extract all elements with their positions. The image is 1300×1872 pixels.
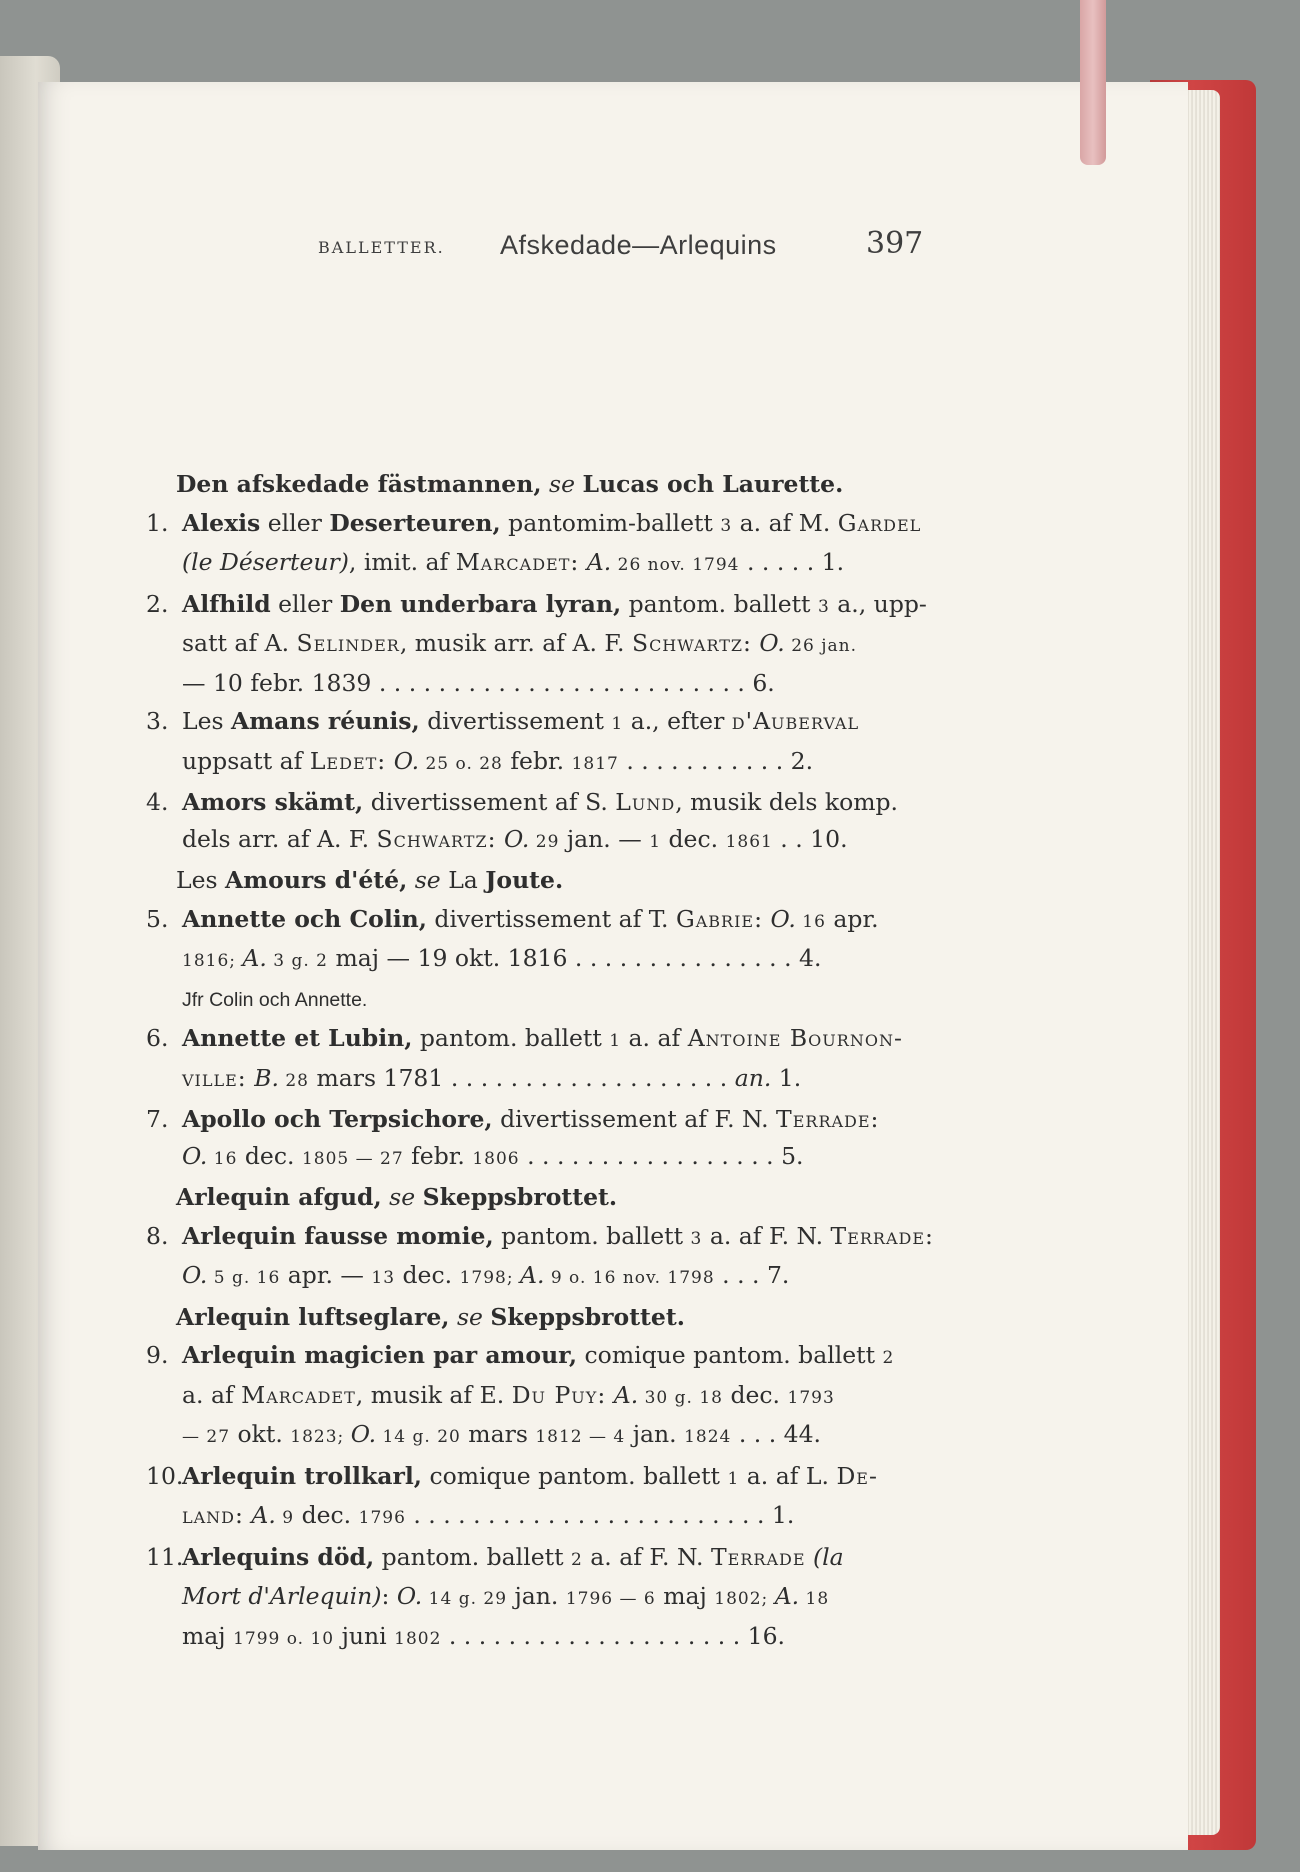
bookmark-ribbon[interactable] bbox=[1080, 0, 1106, 165]
entry-number: 6. bbox=[146, 1024, 169, 1052]
entry-number: 10. bbox=[146, 1461, 184, 1490]
entry-number: 9. bbox=[146, 1341, 169, 1369]
cross-reference-note: Jfr Colin och Annette. bbox=[182, 988, 368, 1011]
page-content bbox=[146, 466, 950, 1659]
entry-item: 4. Amors skämt, divertissement af S. Lund, musik dels komp. dels arr. af A. F. Schwartz: O. 29 jan. — 1 dec. 1861 . . 10. bbox=[160, 784, 950, 860]
page-number: 397 bbox=[866, 226, 924, 261]
running-header bbox=[0, 226, 1300, 266]
entry-number: 7. bbox=[146, 1105, 169, 1133]
entry-item: 5. Annette och Colin, divertissement af T. Gabrie: O. 16 apr. 1816; A. 3 g. 2 maj — 19 okt. 1816 . . . . . . . . . . . . . . . 4. bbox=[160, 901, 950, 980]
see-reference: Arlequin afgud, se Skeppsbrottet. bbox=[176, 1183, 618, 1211]
entry-number: 11. bbox=[146, 1542, 184, 1571]
see-reference: Den afskedade fästmannen, se Lucas och Laurette. bbox=[176, 470, 844, 498]
entry-number: 3. bbox=[146, 707, 169, 735]
entry-number: 2. bbox=[146, 589, 169, 618]
entry-item: 11. Arlequins död, pantom. ballett 2 a. af F. N. Terrade (la Mort d'Arlequin): O. 14 g. 29 jan. 1796 — 6 maj 1802; A. 18 maj 1799 o. 10 juni 1802 . . . . . . . . . . . . . . . . . . . . 16. bbox=[160, 1539, 950, 1658]
entry-item: 7. Apollo och Terpsichore, divertissement af F. N. Terrade: O. 16 dec. 1805 — 27 febr. 1806 . . . . . . . . . . . . . . . . . 5. bbox=[160, 1101, 950, 1177]
entry-item: 6. Annette et Lubin, pantom. ballett 1 a. af Antoine Bournon- ville: B. 28 mars 1781 . . . . . . . . . . . . . . . . . . . an. 1. bbox=[160, 1020, 950, 1099]
entry-item: 2. Alfhild eller Den underbara lyran, pantom. ballett 3 a., upp- satt af A. Selinder, musik arr. af A. F. Schwartz: O. 26 jan. — 10 febr. 1839 . . . . . . . . . . . . . . . . . . . . . . . . . 6. bbox=[160, 586, 950, 702]
entry-item: 8. Arlequin fausse momie, pantom. ballett 3 a. af F. N. Terrade: O. 5 g. 16 apr. — 13 dec. 1798; A. 9 o. 16 nov. 1798 . . . 7. bbox=[160, 1218, 950, 1297]
entry-number: 4. bbox=[146, 788, 169, 816]
entry-item: 10. Arlequin trollkarl, comique pantom. ballett 1 a. af L. De- land: A. 9 dec. 1796 . . . . . . . . . . . . . . . . . . . . . . . . 1. bbox=[160, 1458, 950, 1537]
see-reference: Arlequin luftseglare, se Skeppsbrottet. bbox=[176, 1302, 685, 1331]
entry-number: 8. bbox=[146, 1221, 169, 1250]
entry-item: 1. Alexis eller Deserteuren, pantomim-ballett 3 a. af M. Gardel (le Déserteur), imit. af Marcadet: A. 26 nov. 1794 . . . . . 1. bbox=[160, 505, 950, 584]
entry-item: 9. Arlequin magicien par amour, comique pantom. ballett 2 a. af Marcadet, musik af E. Du Puy: A. 30 g. 18 dec. 1793 — 27 okt. 1823; O. 14 g. 20 mars 1812 — 4 jan. 1824 . . . 44. bbox=[160, 1337, 950, 1456]
header-section: BALLETTER. bbox=[318, 238, 445, 257]
entry-item: 3. Les Amans réunis, divertissement 1 a., efter d'Auberval uppsatt af Ledet: O. 25 o. 28 febr. 1817 . . . . . . . . . . . 2. bbox=[160, 703, 950, 782]
entry-number: 1. bbox=[146, 508, 169, 537]
entry-number: 5. bbox=[146, 904, 169, 933]
header-title: Afskedade—Arlequins bbox=[500, 230, 777, 260]
see-reference: Les Amours d'été, se La Joute. bbox=[176, 866, 564, 894]
